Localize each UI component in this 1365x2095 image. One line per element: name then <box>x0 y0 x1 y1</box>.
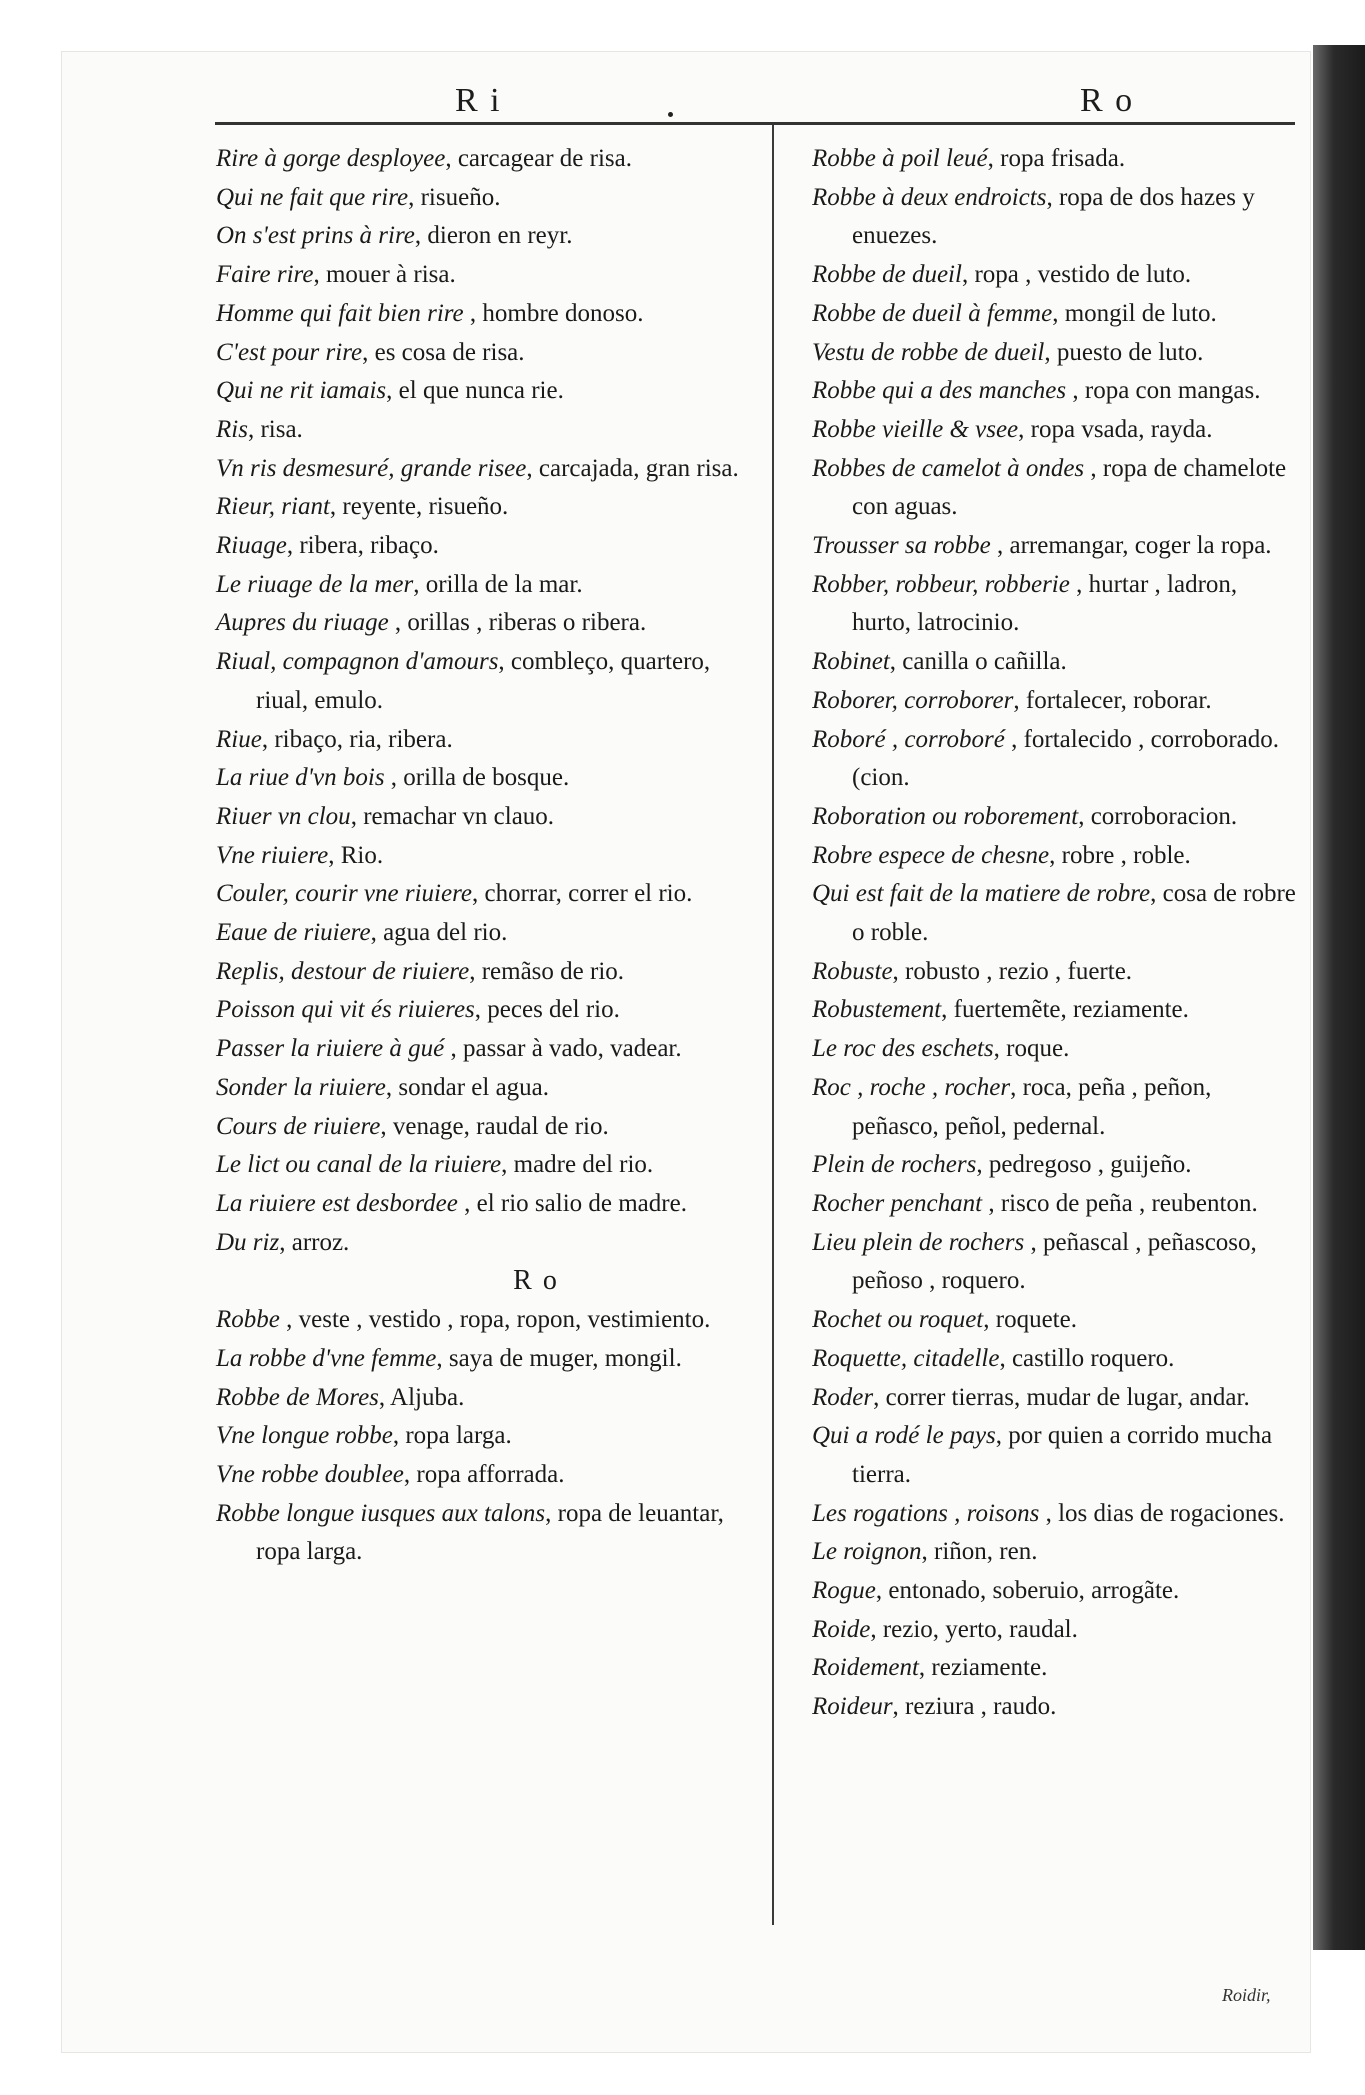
dictionary-entry <box>216 527 756 566</box>
entry-definition: , passar à vado, vadear. <box>444 1035 682 1063</box>
entry-headword: Robbe longue iusques aux talons <box>216 1499 546 1527</box>
dictionary-entry <box>812 1185 1302 1224</box>
dictionary-entry <box>216 256 756 295</box>
catchword: Roidir, <box>1222 1985 1271 2005</box>
dictionary-entry <box>216 372 756 411</box>
entry-headword: Riual, compagnon d'amours <box>216 648 499 676</box>
entry-headword: Vn ris desmesuré, grande risee <box>216 454 527 482</box>
entry-definition: , canilla o cañilla. <box>889 648 1067 676</box>
entry-definition: , roca, peña , peñon, peñasco, peñol, pedernal. <box>852 1073 1212 1140</box>
dictionary-entry <box>216 1224 756 1263</box>
entry-definition: , arremangar, coger la ropa. <box>990 532 1272 560</box>
dictionary-entry <box>812 875 1302 952</box>
entry-definition: , puesto de luto. <box>1044 338 1204 366</box>
entry-definition: , mongil de luto. <box>1052 299 1217 327</box>
entry-definition: , orilla de la mar. <box>413 570 583 598</box>
entry-headword: C'est pour rire <box>216 338 363 366</box>
entry-headword: Rieur, riant <box>216 493 330 521</box>
entry-definition: , reyente, risueño. <box>329 493 509 521</box>
entry-definition: , carcagear de risa. <box>445 145 632 172</box>
dictionary-entry <box>812 953 1302 992</box>
dictionary-entry <box>812 411 1302 450</box>
entry-definition: , remãso de rio. <box>469 957 625 985</box>
dictionary-entry <box>812 1146 1302 1185</box>
entry-headword: Roboration ou roborement <box>812 802 1079 830</box>
entry-definition: , ropa con mangas. <box>1066 377 1261 405</box>
dictionary-entry <box>812 295 1302 334</box>
entry-headword: Le roc des eschets <box>812 1035 994 1063</box>
entry-definition: , el que nunca rie. <box>386 377 564 405</box>
head-ornament <box>668 112 673 117</box>
dictionary-entry <box>216 1108 756 1147</box>
entry-definition: , el rio salio de madre. <box>457 1189 687 1217</box>
entry-headword: Cours de riuiere <box>216 1112 381 1140</box>
entry-definition: , carcajada, gran risa. <box>526 454 739 482</box>
entry-definition: , saya de muger, mongil. <box>436 1344 682 1372</box>
section-heading: R o <box>513 1265 559 1297</box>
entry-headword: Roder <box>812 1383 874 1411</box>
entry-definition: , chorrar, correr el rio. <box>471 880 693 908</box>
dictionary-entry <box>216 334 756 373</box>
entry-definition: , mouer à risa. <box>313 261 456 289</box>
dictionary-entry <box>812 1688 1302 1727</box>
dictionary-entry <box>812 721 1302 798</box>
entry-headword: Qui a rodé le pays <box>812 1422 996 1450</box>
entry-headword: Robuste <box>812 957 893 985</box>
entry-definition: , fortalecido , corroborado. (cion. <box>852 725 1280 792</box>
entry-definition: , orilla de bosque. <box>384 764 570 792</box>
column-divider <box>772 125 774 1925</box>
entry-definition: , corroboracion. <box>1078 802 1238 830</box>
entry-headword: Lieu plein de rochers <box>812 1228 1025 1256</box>
entry-headword: Roide <box>812 1615 871 1643</box>
entry-definition: , madre del rio. <box>501 1151 654 1179</box>
entry-definition: , roquete. <box>983 1306 1077 1334</box>
entry-headword: Poisson qui vit és riuieres <box>216 996 475 1024</box>
entry-headword: La riuiere est desbordee <box>216 1189 458 1217</box>
entry-definition: , fuertemẽte, reziamente. <box>941 996 1189 1024</box>
entry-headword: La robbe d'vne femme <box>216 1344 437 1372</box>
entry-headword: On s'est prins à rire <box>216 222 415 250</box>
entry-headword: Riue <box>216 725 262 753</box>
entry-definition: , ropa de leuantar, ropa larga. <box>256 1499 724 1566</box>
dictionary-entry <box>216 1456 756 1495</box>
entry-headword: Qui est fait de la matiere de robre <box>812 880 1151 908</box>
entry-definition: , peñascal , peñascoso, peñoso , roquero. <box>852 1228 1257 1295</box>
entry-definition: , roque. <box>993 1035 1070 1063</box>
entry-definition: , hurtar , ladron, hurto, latrocinio. <box>852 570 1238 637</box>
entry-definition: , reziamente. <box>918 1654 1048 1682</box>
entry-headword: Vne riuiere <box>216 841 329 869</box>
entry-headword: Du riz <box>216 1228 280 1256</box>
dictionary-entry <box>812 1340 1302 1379</box>
entry-headword: Riuage <box>216 532 287 560</box>
dictionary-entry <box>216 1069 756 1108</box>
entry-headword: Qui ne fait que rire <box>216 183 409 211</box>
entry-definition: , pedregoso , guijeño. <box>976 1151 1192 1179</box>
entry-headword: Le roignon <box>812 1538 922 1566</box>
entry-headword: Roidement <box>812 1654 919 1682</box>
dictionary-entry <box>216 1417 756 1456</box>
dictionary-entry <box>812 837 1302 876</box>
dictionary-entry <box>216 643 756 720</box>
entry-headword: Robbe de dueil <box>812 261 962 289</box>
entry-definition: , arroz. <box>279 1228 350 1256</box>
dictionary-entry <box>216 759 756 798</box>
dictionary-entry <box>812 1417 1302 1494</box>
dictionary-entry <box>216 721 756 760</box>
dictionary-entry <box>812 1649 1302 1688</box>
entry-headword: Robbe à deux endroicts <box>812 183 1047 211</box>
entry-definition: , Aljuba. <box>378 1383 465 1411</box>
entry-headword: Robber, robbeur, robberie <box>812 570 1070 598</box>
entry-headword: Vne robbe doublee <box>216 1460 404 1488</box>
entry-definition: , risco de peña , reubenton. <box>982 1189 1258 1217</box>
entry-headword: Le riuage de la mer <box>216 570 414 598</box>
dictionary-entry <box>812 1224 1302 1301</box>
entry-headword: Plein de rochers <box>812 1151 977 1179</box>
dictionary-entry <box>216 217 756 256</box>
dictionary-entry <box>812 682 1302 721</box>
dictionary-entry <box>216 1340 756 1379</box>
entry-definition: , reziura , raudo. <box>892 1693 1057 1721</box>
entry-headword: Couler, courir vne riuiere <box>216 880 472 908</box>
entry-headword: Les rogations , roisons <box>812 1499 1040 1527</box>
dictionary-entry <box>812 991 1302 1030</box>
entry-headword: Eaue de riuiere <box>216 919 371 947</box>
entry-headword: Trousser sa robbe <box>812 532 991 560</box>
entry-headword: Rochet ou roquet <box>812 1306 984 1334</box>
entry-definition: , ropa larga. <box>392 1422 512 1450</box>
entry-headword: Robbe de Mores <box>216 1383 379 1411</box>
dictionary-entry <box>812 140 1302 179</box>
entry-headword: Qui ne rit iamais <box>216 377 387 405</box>
entry-definition: , entonado, soberuio, arrogãte. <box>875 1577 1180 1605</box>
entry-definition: , risueño. <box>408 183 501 211</box>
entry-headword: Riuer vn clou <box>216 802 351 830</box>
dictionary-entry <box>216 875 756 914</box>
dictionary-entry <box>216 1030 756 1069</box>
dictionary-entry <box>812 179 1302 256</box>
dictionary-entry <box>216 991 756 1030</box>
entry-definition: , orillas , riberas o ribera. <box>388 609 647 637</box>
dictionary-entry <box>812 643 1302 682</box>
entry-headword: Robbe qui a des manches <box>812 377 1067 405</box>
entry-definition: , riñon, ren. <box>921 1538 1038 1566</box>
dictionary-entry <box>216 411 756 450</box>
dictionary-entry <box>216 798 756 837</box>
dictionary-entry <box>812 1611 1302 1650</box>
entry-definition: , los dias de rogaciones. <box>1039 1499 1285 1527</box>
right-column <box>812 140 1302 1727</box>
page-gutter-shadow <box>1313 45 1365 1950</box>
dictionary-entry <box>812 1379 1302 1418</box>
entry-definition: , peces del rio. <box>474 996 620 1024</box>
entry-definition: , veste , vestido , ropa, ropon, vestimiento. <box>279 1306 711 1334</box>
entry-definition: , ropa afforrada. <box>403 1460 565 1488</box>
dictionary-entry <box>216 295 756 334</box>
entry-definition: , ropa , vestido de luto. <box>961 261 1192 289</box>
entry-headword: Roborer, corroborer <box>812 686 1014 714</box>
entry-definition: , robre , roble. <box>1049 841 1191 869</box>
entry-headword: Ris <box>216 415 248 443</box>
entry-headword: Homme qui fait bien rire <box>216 299 464 327</box>
entry-headword: Robustement <box>812 996 942 1024</box>
entry-definition: , cosa de robre o roble. <box>852 880 1296 947</box>
header-rule <box>215 122 1295 125</box>
entry-headword: Rire à gorge desployee <box>216 145 446 172</box>
entry-headword: Robinet <box>812 648 890 676</box>
entry-headword: Roideur <box>812 1693 893 1721</box>
dictionary-entry <box>216 1146 756 1185</box>
entry-definition: , fortalecer, roborar. <box>1013 686 1212 714</box>
entry-definition: , ropa vsada, rayda. <box>1018 415 1213 443</box>
dictionary-entry <box>216 1185 756 1224</box>
dictionary-entry <box>216 179 756 218</box>
entry-headword: Sonder la riuiere <box>216 1073 386 1101</box>
dictionary-entry <box>812 256 1302 295</box>
entry-definition: , rezio, yerto, raudal. <box>870 1615 1078 1643</box>
entry-headword: Robbe <box>216 1306 280 1334</box>
entry-headword: Le lict ou canal de la riuiere <box>216 1151 502 1179</box>
entry-headword: Robbe vieille & vsee <box>812 415 1019 443</box>
left-column <box>216 140 756 1572</box>
entry-definition: , dieron en reyr. <box>414 222 573 250</box>
dictionary-entry <box>216 1379 756 1418</box>
dictionary-entry <box>812 566 1302 643</box>
dictionary-entry <box>216 488 756 527</box>
entry-headword: Robbe de dueil à femme <box>812 299 1053 327</box>
entry-headword: Roquette, citadelle <box>812 1344 1000 1372</box>
entry-headword: Vestu de robbe de dueil <box>812 338 1045 366</box>
dictionary-entry <box>216 953 756 992</box>
entry-definition: , sondar el agua. <box>385 1073 550 1101</box>
dictionary-entry <box>812 1030 1302 1069</box>
entry-definition: , robusto , rezio , fuerte. <box>892 957 1133 985</box>
dictionary-entry <box>216 1495 756 1572</box>
entry-headword: Roboré , corroboré <box>812 725 1005 753</box>
dictionary-entry <box>812 1301 1302 1340</box>
running-head-right: R o <box>1080 82 1135 119</box>
entry-definition: , ropa de chamelote con aguas. <box>852 454 1287 521</box>
entry-definition: , Rio. <box>328 841 384 869</box>
dictionary-entry <box>812 334 1302 373</box>
entry-definition: , ropa de dos hazes y enuezes. <box>852 183 1255 250</box>
dictionary-entry <box>812 527 1302 566</box>
dictionary-entry <box>812 798 1302 837</box>
entry-headword: Passer la riuiere à gué <box>216 1035 445 1063</box>
entry-headword: Robbes de camelot à ondes <box>812 454 1085 482</box>
entry-definition: , ropa frisada. <box>987 145 1126 172</box>
entry-definition: , ribera, ribaço. <box>286 532 439 560</box>
entry-headword: Roc , roche , rocher <box>812 1073 1011 1101</box>
dictionary-entry <box>812 1495 1302 1534</box>
entry-headword: Faire rire <box>216 261 314 289</box>
entry-definition: , por quien a corrido mucha tierra. <box>852 1422 1273 1488</box>
entry-headword: Replis, destour de riuiere <box>216 957 470 985</box>
entry-definition: , venage, raudal de rio. <box>380 1112 609 1140</box>
dictionary-entry <box>812 1533 1302 1572</box>
entry-definition: , remachar vn clauo. <box>350 802 555 830</box>
dictionary-entry <box>216 140 756 179</box>
entry-definition: , risa. <box>247 415 303 443</box>
dictionary-entry <box>812 450 1302 527</box>
entry-definition: , hombre donoso. <box>463 299 644 327</box>
entry-definition: , ribaço, ria, ribera. <box>261 725 453 753</box>
entry-definition: , castillo roquero. <box>999 1344 1175 1372</box>
dictionary-entry <box>812 1069 1302 1146</box>
dictionary-entry <box>216 1301 756 1340</box>
entry-definition: , agua del rio. <box>370 919 508 947</box>
entry-headword: Robre espece de chesne <box>812 841 1050 869</box>
dictionary-entry <box>812 372 1302 411</box>
entry-definition: , correr tierras, mudar de lugar, andar. <box>873 1383 1250 1411</box>
dictionary-entry <box>812 1572 1302 1611</box>
entry-headword: La riue d'vn bois <box>216 764 385 792</box>
entry-headword: Vne longue robbe <box>216 1422 393 1450</box>
entry-headword: Rogue <box>812 1577 876 1605</box>
entry-definition: , combleço, quartero, riual, emulo. <box>256 648 711 714</box>
dictionary-entry <box>216 450 756 489</box>
entry-headword: Aupres du riuage <box>216 609 389 637</box>
dictionary-entry <box>216 604 756 643</box>
dictionary-entry <box>216 566 756 605</box>
entry-definition: , es cosa de risa. <box>362 338 525 366</box>
entry-headword: Rocher penchant <box>812 1189 983 1217</box>
entry-headword: Robbe à poil leué <box>812 145 988 172</box>
running-head-left: R i <box>455 82 502 119</box>
dictionary-entry <box>216 914 756 953</box>
dictionary-entry <box>216 837 756 876</box>
